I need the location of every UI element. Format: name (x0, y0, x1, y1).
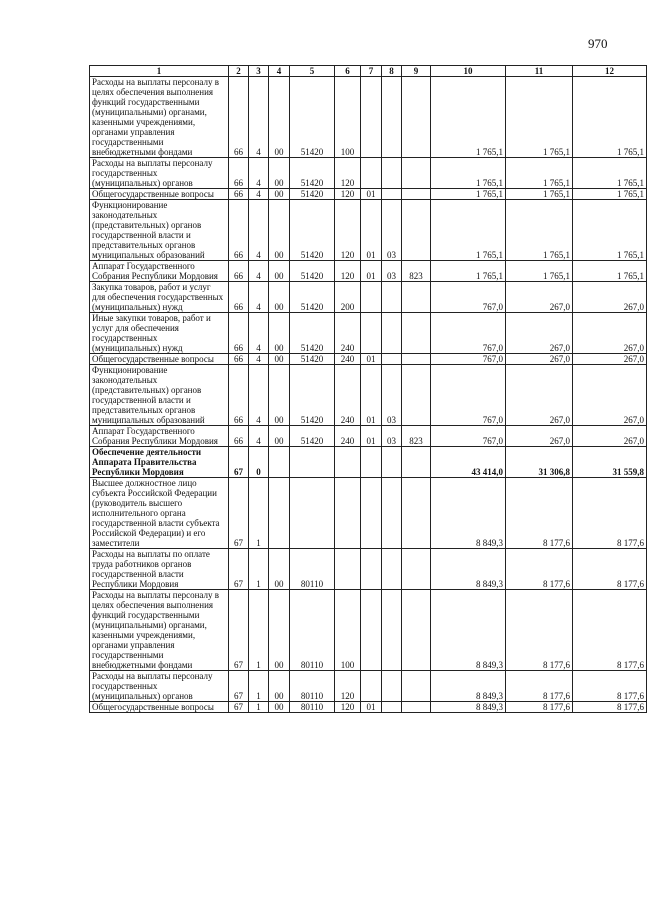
code-cell: 240 (335, 313, 361, 354)
code-cell (335, 447, 361, 478)
code-cell (402, 478, 431, 549)
code-cell: 67 (229, 702, 249, 713)
amount-cell: 1 765,1 (573, 77, 647, 158)
amount-cell: 8 177,6 (506, 590, 573, 671)
code-cell: 823 (402, 261, 431, 282)
code-cell (290, 447, 335, 478)
code-cell: 00 (269, 702, 290, 713)
table-row (90, 200, 647, 261)
code-cell: 120 (335, 671, 361, 702)
row-label: Обеспечение деятельности Аппарата Правительства Республики Мордовия (90, 447, 229, 478)
header-cell: 8 (382, 66, 402, 77)
table-body (90, 77, 647, 713)
amount-cell: 8 177,6 (573, 702, 647, 713)
amount-cell: 31 559,8 (573, 447, 647, 478)
amount-cell: 8 849,3 (431, 549, 506, 590)
code-cell: 4 (249, 189, 269, 200)
amount-cell: 767,0 (431, 282, 506, 313)
code-cell: 4 (249, 426, 269, 447)
amount-cell: 8 177,6 (573, 590, 647, 671)
code-cell: 00 (269, 189, 290, 200)
code-cell (335, 549, 361, 590)
code-cell: 66 (229, 189, 249, 200)
code-cell: 00 (269, 671, 290, 702)
row-label: Функционирование законодательных (представительных) органов государственной власти и представительных органов муниципальных образований (90, 200, 229, 261)
code-cell (290, 478, 335, 549)
code-cell: 1 (249, 671, 269, 702)
table-row (90, 426, 647, 447)
code-cell: 00 (269, 590, 290, 671)
row-label: Аппарат Государственного Собрания Республики Мордовия (90, 261, 229, 282)
code-cell (382, 447, 402, 478)
amount-cell: 267,0 (573, 365, 647, 426)
code-cell: 1 (249, 702, 269, 713)
code-cell: 51420 (290, 313, 335, 354)
code-cell: 00 (269, 549, 290, 590)
amount-cell: 1 765,1 (573, 200, 647, 261)
code-cell: 4 (249, 354, 269, 365)
header-cell: 6 (335, 66, 361, 77)
code-cell (402, 365, 431, 426)
code-cell: 00 (269, 282, 290, 313)
code-cell: 80110 (290, 671, 335, 702)
amount-cell: 1 765,1 (506, 158, 573, 189)
code-cell: 240 (335, 365, 361, 426)
code-cell (402, 354, 431, 365)
code-cell (402, 282, 431, 313)
code-cell: 01 (361, 354, 382, 365)
amount-cell: 8 177,6 (573, 671, 647, 702)
amount-cell: 267,0 (506, 282, 573, 313)
row-label: Общегосударственные вопросы (90, 354, 229, 365)
code-cell (269, 478, 290, 549)
code-cell (382, 354, 402, 365)
code-cell (382, 189, 402, 200)
amount-cell: 1 765,1 (431, 158, 506, 189)
amount-cell: 43 414,0 (431, 447, 506, 478)
amount-cell: 1 765,1 (431, 77, 506, 158)
code-cell: 51420 (290, 158, 335, 189)
code-cell (269, 447, 290, 478)
code-cell: 01 (361, 200, 382, 261)
code-cell: 03 (382, 200, 402, 261)
amount-cell: 31 306,8 (506, 447, 573, 478)
code-cell: 03 (382, 365, 402, 426)
table-row (90, 478, 647, 549)
row-label: Общегосударственные вопросы (90, 189, 229, 200)
code-cell: 51420 (290, 365, 335, 426)
code-cell: 00 (269, 261, 290, 282)
table-row (90, 261, 647, 282)
code-cell (382, 590, 402, 671)
page-number: 970 (588, 36, 608, 51)
row-label: Расходы на выплаты по оплате труда работников органов государственной власти Республики Мордовия (90, 549, 229, 590)
code-cell (402, 702, 431, 713)
table-row (90, 549, 647, 590)
code-cell (402, 77, 431, 158)
code-cell: 200 (335, 282, 361, 313)
row-label: Аппарат Государственного Собрания Республики Мордовия (90, 426, 229, 447)
code-cell: 51420 (290, 426, 335, 447)
amount-cell: 8 849,3 (431, 671, 506, 702)
code-cell: 00 (269, 77, 290, 158)
header-cell: 9 (402, 66, 431, 77)
amount-cell: 1 765,1 (573, 158, 647, 189)
code-cell (402, 447, 431, 478)
code-cell: 66 (229, 77, 249, 158)
code-cell: 51420 (290, 77, 335, 158)
code-cell: 823 (402, 426, 431, 447)
code-cell (382, 158, 402, 189)
code-cell (361, 671, 382, 702)
amount-cell: 1 765,1 (506, 189, 573, 200)
amount-cell: 8 177,6 (506, 549, 573, 590)
code-cell (382, 77, 402, 158)
amount-cell: 8 177,6 (506, 478, 573, 549)
amount-cell: 1 765,1 (506, 200, 573, 261)
header-cell: 5 (290, 66, 335, 77)
amount-cell: 1 765,1 (431, 200, 506, 261)
header-cell: 2 (229, 66, 249, 77)
amount-cell: 267,0 (506, 365, 573, 426)
code-cell: 80110 (290, 702, 335, 713)
code-cell (382, 702, 402, 713)
code-cell (361, 313, 382, 354)
code-cell (402, 549, 431, 590)
code-cell: 66 (229, 426, 249, 447)
code-cell (402, 158, 431, 189)
code-cell: 66 (229, 282, 249, 313)
amount-cell: 767,0 (431, 313, 506, 354)
code-cell: 67 (229, 478, 249, 549)
code-cell: 4 (249, 77, 269, 158)
code-cell (361, 77, 382, 158)
code-cell: 51420 (290, 261, 335, 282)
row-label: Расходы на выплаты персоналу в целях обеспечения выполнения функций государственными (муниципальными) органами, казенными учреждениями, органами управления государственными внебюджетными фондами (90, 77, 229, 158)
code-cell: 100 (335, 77, 361, 158)
code-cell: 51420 (290, 189, 335, 200)
table-row (90, 158, 647, 189)
code-cell (382, 313, 402, 354)
row-label: Функционирование законодательных (представительных) органов государственной власти и представительных органов муниципальных образований (90, 365, 229, 426)
row-label: Общегосударственные вопросы (90, 702, 229, 713)
table-row (90, 282, 647, 313)
code-cell: 00 (269, 313, 290, 354)
amount-cell: 8 849,3 (431, 590, 506, 671)
code-cell (402, 671, 431, 702)
table-row (90, 354, 647, 365)
code-cell (361, 478, 382, 549)
row-label: Расходы на выплаты персоналу государственных (муниципальных) органов (90, 158, 229, 189)
code-cell: 03 (382, 426, 402, 447)
code-cell: 00 (269, 426, 290, 447)
code-cell: 67 (229, 590, 249, 671)
code-cell: 120 (335, 702, 361, 713)
amount-cell: 1 765,1 (573, 261, 647, 282)
table-row (90, 702, 647, 713)
code-cell: 1 (249, 549, 269, 590)
table-row (90, 77, 647, 158)
amount-cell: 1 765,1 (573, 189, 647, 200)
code-cell: 51420 (290, 282, 335, 313)
code-cell: 66 (229, 313, 249, 354)
code-cell: 00 (269, 158, 290, 189)
code-cell: 51420 (290, 200, 335, 261)
code-cell (382, 549, 402, 590)
code-cell (361, 447, 382, 478)
row-label: Расходы на выплаты персоналу государственных (муниципальных) органов (90, 671, 229, 702)
code-cell: 120 (335, 261, 361, 282)
table-row (90, 671, 647, 702)
code-cell (382, 671, 402, 702)
code-cell: 66 (229, 354, 249, 365)
header-cell: 10 (431, 66, 506, 77)
code-cell: 00 (269, 354, 290, 365)
code-cell: 66 (229, 200, 249, 261)
code-cell: 1 (249, 478, 269, 549)
code-cell (361, 549, 382, 590)
code-cell: 120 (335, 189, 361, 200)
code-cell: 120 (335, 200, 361, 261)
amount-cell: 1 765,1 (506, 77, 573, 158)
code-cell (402, 200, 431, 261)
code-cell: 01 (361, 189, 382, 200)
table-row (90, 313, 647, 354)
amount-cell: 267,0 (506, 426, 573, 447)
code-cell: 01 (361, 426, 382, 447)
code-cell (402, 313, 431, 354)
amount-cell: 8 849,3 (431, 702, 506, 713)
code-cell: 01 (361, 702, 382, 713)
amount-cell: 8 177,6 (506, 702, 573, 713)
amount-cell: 8 849,3 (431, 478, 506, 549)
code-cell: 00 (269, 200, 290, 261)
header-cell: 7 (361, 66, 382, 77)
amount-cell: 767,0 (431, 354, 506, 365)
table-row (90, 365, 647, 426)
amount-cell: 267,0 (573, 313, 647, 354)
header-cell: 12 (573, 66, 647, 77)
code-cell: 80110 (290, 590, 335, 671)
code-cell: 67 (229, 447, 249, 478)
header-cell: 11 (506, 66, 573, 77)
amount-cell: 267,0 (506, 354, 573, 365)
code-cell (361, 282, 382, 313)
code-cell: 120 (335, 158, 361, 189)
code-cell: 67 (229, 549, 249, 590)
code-cell: 240 (335, 354, 361, 365)
amount-cell: 767,0 (431, 365, 506, 426)
code-cell: 01 (361, 365, 382, 426)
code-cell: 0 (249, 447, 269, 478)
code-cell (335, 478, 361, 549)
code-cell: 03 (382, 261, 402, 282)
code-cell: 4 (249, 261, 269, 282)
code-cell: 4 (249, 200, 269, 261)
amount-cell: 8 177,6 (573, 478, 647, 549)
amount-cell: 1 765,1 (431, 189, 506, 200)
row-label: Расходы на выплаты персоналу в целях обеспечения выполнения функций государственными (муниципальными) органами, казенными учреждениями, органами управления государственными внебюджетными фондами (90, 590, 229, 671)
amount-cell: 267,0 (573, 354, 647, 365)
code-cell: 51420 (290, 354, 335, 365)
amount-cell: 267,0 (506, 313, 573, 354)
code-cell: 100 (335, 590, 361, 671)
row-label: Высшее должностное лицо субъекта Российской Федерации (руководитель высшего исполнительного органа государственной власти субъекта Российской Федерации) и его заместители (90, 478, 229, 549)
code-cell (402, 189, 431, 200)
code-cell (382, 282, 402, 313)
code-cell: 66 (229, 365, 249, 426)
code-cell: 4 (249, 282, 269, 313)
code-cell: 66 (229, 158, 249, 189)
code-cell: 66 (229, 261, 249, 282)
amount-cell: 767,0 (431, 426, 506, 447)
code-cell: 240 (335, 426, 361, 447)
code-cell (402, 590, 431, 671)
header-cell: 3 (249, 66, 269, 77)
code-cell (382, 478, 402, 549)
header-cell: 1 (90, 66, 229, 77)
code-cell: 4 (249, 158, 269, 189)
amount-cell: 267,0 (573, 426, 647, 447)
table-row (90, 189, 647, 200)
header-cell: 4 (269, 66, 290, 77)
amount-cell: 1 765,1 (431, 261, 506, 282)
code-cell (361, 158, 382, 189)
code-cell: 4 (249, 313, 269, 354)
code-cell: 01 (361, 261, 382, 282)
table-row (90, 590, 647, 671)
code-cell: 4 (249, 365, 269, 426)
row-label: Закупка товаров, работ и услуг для обеспечения государственных (муниципальных) нужд (90, 282, 229, 313)
table-row (90, 447, 647, 478)
code-cell (361, 590, 382, 671)
code-cell: 00 (269, 365, 290, 426)
amount-cell: 1 765,1 (506, 261, 573, 282)
budget-table (89, 65, 647, 713)
amount-cell: 8 177,6 (573, 549, 647, 590)
code-cell: 1 (249, 590, 269, 671)
header-row (90, 66, 647, 77)
code-cell: 80110 (290, 549, 335, 590)
amount-cell: 267,0 (573, 282, 647, 313)
row-label: Иные закупки товаров, работ и услуг для обеспечения государственных (муниципальных) нужд (90, 313, 229, 354)
code-cell: 67 (229, 671, 249, 702)
amount-cell: 8 177,6 (506, 671, 573, 702)
